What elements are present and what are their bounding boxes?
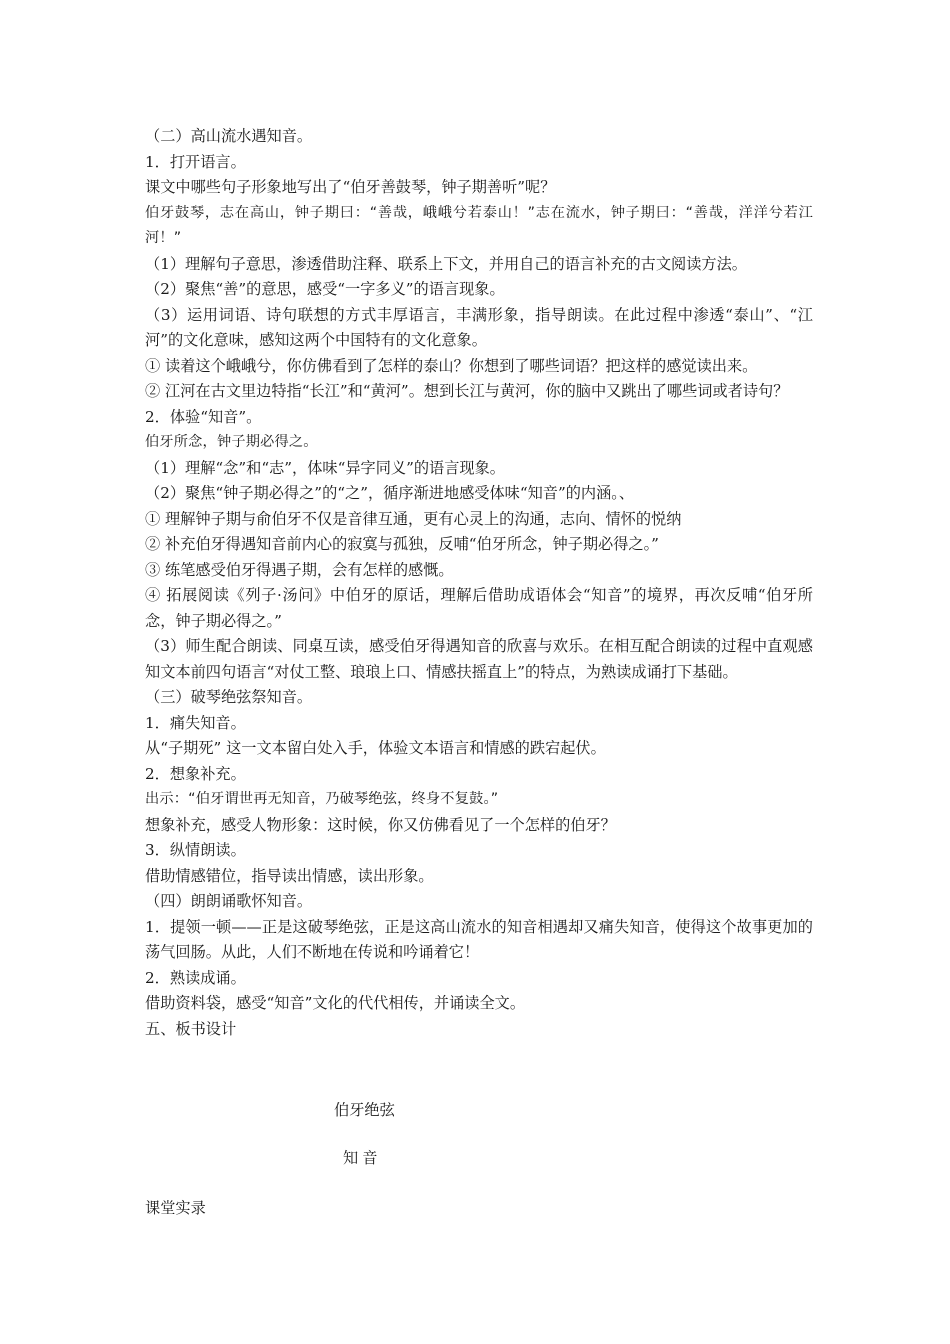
- paragraph: （2）聚焦“钟子期必得之”的“之”，循序渐进地感受体味“知音”的内涵。、: [145, 484, 635, 502]
- paragraph: 借助情感错位，指导读出情感，读出形象。: [145, 866, 434, 885]
- step-heading: 2．熟读成诵。: [145, 968, 246, 987]
- quote-paragraph: 伯牙所念，钟子期必得之。: [145, 434, 318, 450]
- board-title: 伯牙绝弦: [334, 1101, 395, 1119]
- paragraph: 想象补充，感受人物形象：这时候，你又仿佛看见了一个怎样的伯牙？: [145, 815, 616, 834]
- document-body: [145, 124, 813, 1042]
- step-heading: 3．纵情朗读。: [145, 841, 246, 859]
- paragraph: 借助资料袋，感受“知音”文化的代代相传，并诵读全文。: [145, 994, 526, 1012]
- paragraph: 课文中哪些句子形象地写出了“伯牙善鼓琴，钟子期善听”呢？: [145, 178, 556, 196]
- paragraph: ② 江河在古文里边特指“长江”和“黄河”。想到长江与黄河，你的脑中又跳出了哪些词或者诗句？: [145, 382, 789, 400]
- section-heading: （三）破琴绝弦祭知音。: [145, 688, 313, 706]
- section-heading: 五、板书设计: [145, 1019, 237, 1038]
- paragraph: （1）理解句子意思，渗透借助注释、联系上下文，并用自己的语言补充的古文阅读方法。: [145, 254, 747, 273]
- board-subtitle: 知音: [343, 1149, 382, 1167]
- paragraph: （1）理解“念”和“志”，体味“异字同义”的语言现象。: [145, 458, 505, 477]
- paragraph: 从“子期死” 这一文本留白处入手，体验文本语言和情感的跌宕起伏。: [145, 739, 606, 757]
- paragraph: ① 理解钟子期与俞伯牙不仅是音律互通，更有心灵上的沟通，志向、情怀的悦纳: [145, 509, 682, 528]
- class-record-heading: 课堂实录: [145, 1199, 206, 1217]
- paragraph: （2）聚焦“善”的意思，感受“一字多义”的语言现象。: [145, 280, 505, 298]
- paragraph: （3）运用词语、诗句联想的方式丰厚语言，丰满形象，指导朗读。在此过程中渗透“泰山”、“江河”的文化意味，感知这两个中国特有的文化意象。: [145, 305, 813, 349]
- step-heading: 2．体验“知音”。: [145, 407, 262, 426]
- quote-paragraph: 伯牙鼓琴，志在高山，钟子期曰：“善哉，峨峨兮若泰山！”志在流水，钟子期曰：“善哉，洋洋兮若江河！”: [145, 204, 813, 246]
- paragraph: 1．提领一顿——正是这破琴绝弦，正是这高山流水的知音相遇却又痛失知音，使得这个故事更加的荡气回肠。从此，人们不断地在传说和吟诵着它！: [145, 917, 813, 961]
- step-heading: 1．打开语言。: [145, 152, 246, 171]
- section-heading: （二）高山流水遇知音。: [145, 127, 313, 145]
- step-heading: 1．痛失知音。: [145, 713, 246, 732]
- paragraph: ④ 拓展阅读《列子·汤问》中伯牙的原话，理解后借助成语体会“知音”的境界，再次反哺“伯牙所念，钟子期必得之。”: [145, 586, 813, 630]
- paragraph: ② 补充伯牙得遇知音前内心的寂寞与孤独，反哺“伯牙所念，钟子期必得之。”: [145, 535, 659, 553]
- quote-paragraph: 出示：“伯牙谓世再无知音，乃破琴绝弦，终身不复鼓。”: [145, 791, 499, 807]
- section-heading: （四）朗朗诵歌怀知音。: [145, 892, 313, 910]
- paragraph: ① 读着这个峨峨兮，你仿佛看到了怎样的泰山？你想到了哪些词语？把这样的感觉读出来。: [145, 356, 758, 375]
- paragraph: ③ 练笔感受伯牙得遇子期，会有怎样的感慨。: [145, 560, 454, 579]
- step-heading: 2．想象补充。: [145, 764, 246, 783]
- paragraph: （3）师生配合朗读、同桌互读，感受伯牙得遇知音的欣喜与欢乐。在相互配合朗读的过程中直观感知文本前四句语言“对仗工整、琅琅上口、情感扶摇直上”的特点，为熟读成诵打下基础。: [145, 637, 813, 681]
